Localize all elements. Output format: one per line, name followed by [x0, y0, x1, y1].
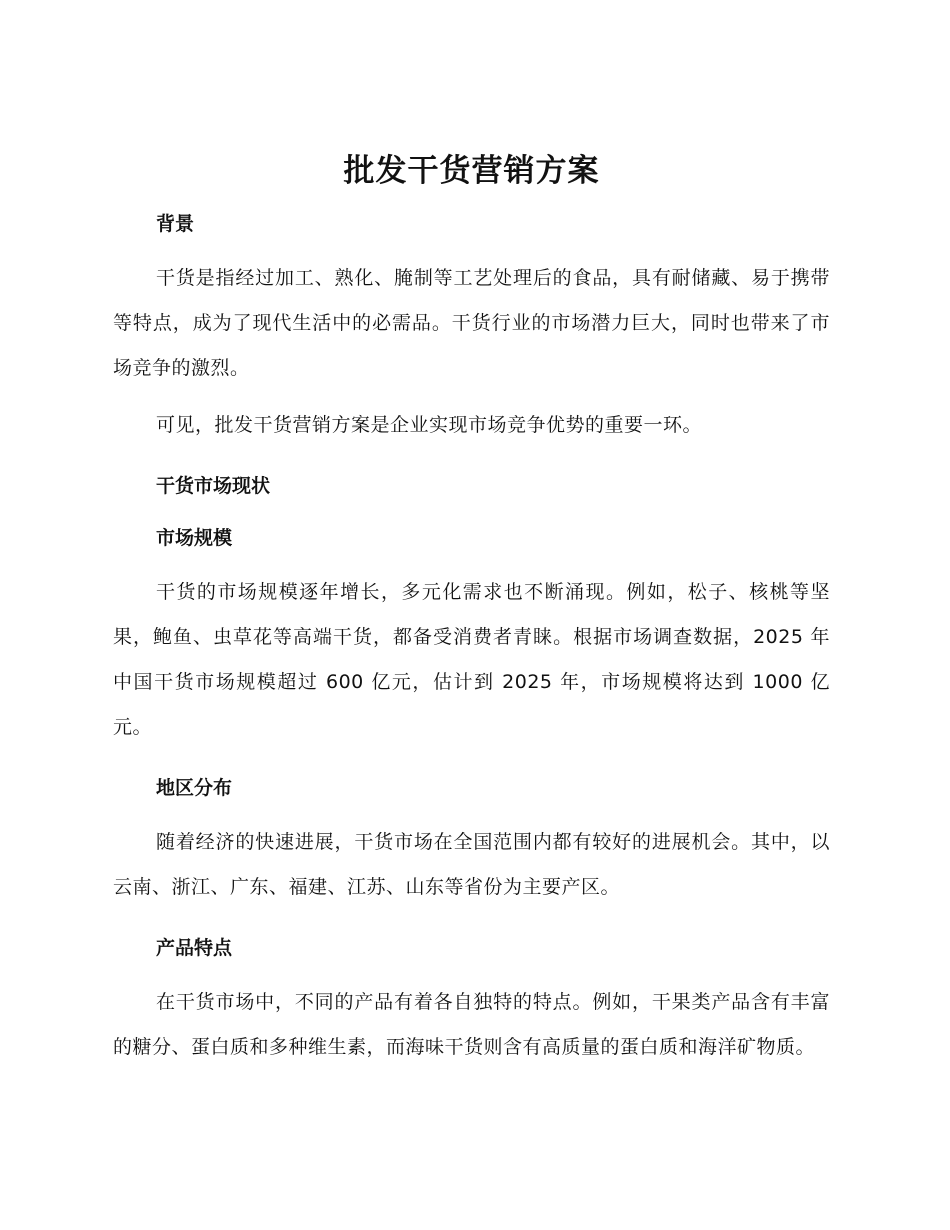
section-heading-scale: 市场规模: [156, 527, 233, 549]
section-heading-market: 干货市场现状: [156, 475, 271, 497]
paragraph-region: 随着经济的快速进展，干货市场在全国范围内都有较好的进展机会。其中，以云南、浙江、广东、福建、江苏、山东等省份为主要产区。: [113, 831, 830, 898]
section-heading-product: 产品特点: [156, 937, 233, 959]
paragraph-scale: 干货的市场规模逐年增长，多元化需求也不断涌现。例如，松子、核桃等坚果，鲍鱼、虫草花等高端干货，都备受消费者青睐。根据市场调查数据，2025 年中国干货市场规模超过 600 亿元，估计到 2025 年，市场规模将达到 1000 亿元。: [113, 581, 830, 738]
paragraph-product: 在干货市场中，不同的产品有着各自独特的特点。例如，干果类产品含有丰富的糖分、蛋白质和多种维生素，而海味干货则含有高质量的蛋白质和海洋矿物质。: [113, 991, 830, 1058]
paragraph-background-2: 可见，批发干货营销方案是企业实现市场竞争优势的重要一环。: [156, 414, 703, 436]
paragraph-background-1: 干货是指经过加工、熟化、腌制等工艺处理后的食品，具有耐储藏、易于携带等特点，成为了现代生活中的必需品。干货行业的市场潜力巨大，同时也带来了市场竞争的激烈。: [113, 267, 830, 379]
section-heading-region: 地区分布: [156, 777, 233, 799]
section-heading-background: 背景: [156, 213, 195, 235]
document-title: 批发干货营销方案: [343, 153, 600, 189]
